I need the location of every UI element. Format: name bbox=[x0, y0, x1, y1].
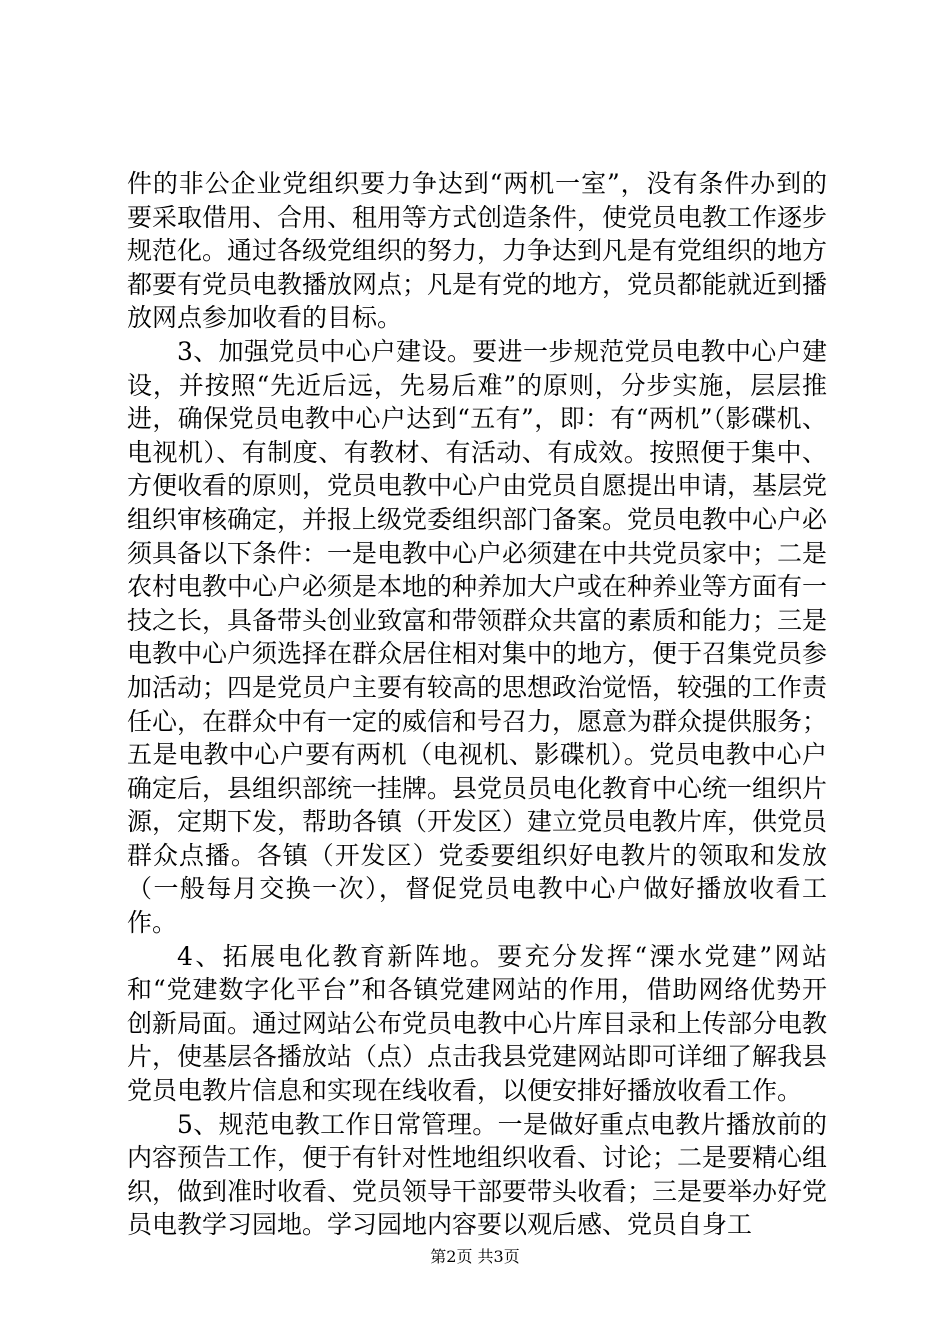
page-number-label: 第2页 共3页 bbox=[430, 1247, 520, 1266]
paragraph-item-3: 3、加强党员中心户建设。要进一步规范党员电教中心户建设，并按照“先近后远，先易后难”的原则，分步实施，层层推进，确保党员电教中心户达到“五有”，即：有“两机”（影碟机、电视机）、有制度、有教材、有活动、有成效。按照便于集中、方便收看的原则，党员电教中心户由党员自愿提出申请，基层党组织审核确定，并报上级党委组织部门备案。党员电教中心户必须具备以下条件：一是电教中心户必须建在中共党员家中；二是农村电教中心户必须是本地的种养加大户或在种养业等方面有一技之长，具备带头创业致富和带领群众共富的素质和能力；三是电教中心户须选择在群众居住相对集中的地方，便于召集党员参加活动；四是党员户主要有较高的思想政治觉悟，较强的工作责任心，在群众中有一定的威信和号召力，愿意为群众提供服务；五是电教中心户要有两机（电视机、影碟机）。党员电教中心户确定后，县组织部统一挂牌。县党员员电化教育中心统一组织片源，定期下发，帮助各镇（开发区）建立党员电教片库，供党员群众点播。各镇（开发区）党委要组织好电教片的领取和发放（一般每月交换一次），督促党员电教中心户做好播放收看工作。 bbox=[127, 336, 828, 938]
paragraph-item-4: 4、拓展电化教育新阵地。要充分发挥“溧水党建”网站和“党建数字化平台”和各镇党建网站的作用，借助网络优势开创新局面。通过网站公布党员电教中心片库目录和上传部分电教片，使基层各播放站（点）点击我县党建网站即可详细了解我县党员电教片信息和实现在线收看，以便安排好播放收看工作。 bbox=[127, 941, 828, 1106]
document-body bbox=[127, 167, 827, 1242]
paragraph-item-5: 5、规范电教工作日常管理。一是做好重点电教片播放前的内容预告工作，便于有针对性地组织收看、讨论；二是要精心组织，做到准时收看、党员领导干部要带头收看；三是要举办好党员电教学习园地。学习园地内容要以观后感、党员自身工 bbox=[127, 1109, 828, 1240]
page-footer bbox=[0, 1244, 950, 1267]
paragraph-continuation: 件的非公企业党组织要力争达到“两机一室”，没有条件办到的要采取借用、合用、租用等方式创造条件，使党员电教工作逐步规范化。通过各级党组织的努力，力争达到凡是有党组织的地方都要有党员电教播放网点；凡是有党的地方，党员都能就近到播放网点参加收看的目标。 bbox=[127, 169, 828, 333]
